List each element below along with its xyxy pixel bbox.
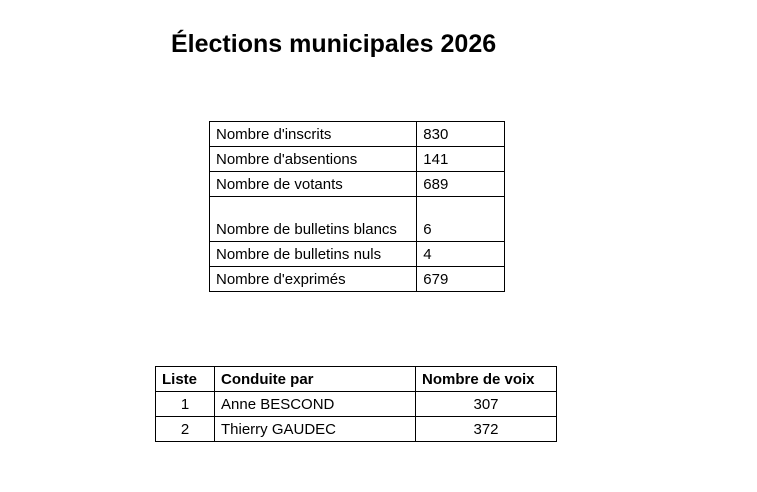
page-title: Élections municipales 2026 (171, 30, 497, 58)
stat-label-inscrits: Nombre d'inscrits (210, 122, 417, 147)
cell-liste: 1 (156, 392, 215, 417)
stat-label-absentions: Nombre d'absentions (210, 147, 417, 172)
stat-value-blancs: 6 (417, 197, 505, 242)
stat-value-inscrits: 830 (417, 122, 505, 147)
stat-label-exprimes: Nombre d'exprimés (210, 267, 417, 292)
stat-label-nuls: Nombre de bulletins nuls (210, 242, 417, 267)
results-table (155, 366, 557, 442)
table-row (210, 122, 505, 147)
cell-liste: 2 (156, 417, 215, 442)
stat-value-absentions: 141 (417, 147, 505, 172)
table-row (156, 392, 557, 417)
table-row (210, 147, 505, 172)
cell-conduite: Anne BESCOND (215, 392, 416, 417)
cell-conduite: Thierry GAUDEC (215, 417, 416, 442)
table-row (156, 417, 557, 442)
stat-value-nuls: 4 (417, 242, 505, 267)
stat-label-votants: Nombre de votants (210, 172, 417, 197)
header-liste: Liste (156, 367, 215, 392)
stat-value-votants: 689 (417, 172, 505, 197)
table-row (210, 242, 505, 267)
header-conduite-par: Conduite par (215, 367, 416, 392)
cell-voix: 372 (416, 417, 557, 442)
stat-value-exprimes: 679 (417, 267, 505, 292)
stat-label-blancs: Nombre de bulletins blancs (210, 197, 417, 242)
table-row (210, 197, 505, 242)
header-nombre-de-voix: Nombre de voix (416, 367, 557, 392)
stats-table (209, 121, 505, 292)
table-row (210, 267, 505, 292)
table-header-row (156, 367, 557, 392)
cell-voix: 307 (416, 392, 557, 417)
table-row (210, 172, 505, 197)
